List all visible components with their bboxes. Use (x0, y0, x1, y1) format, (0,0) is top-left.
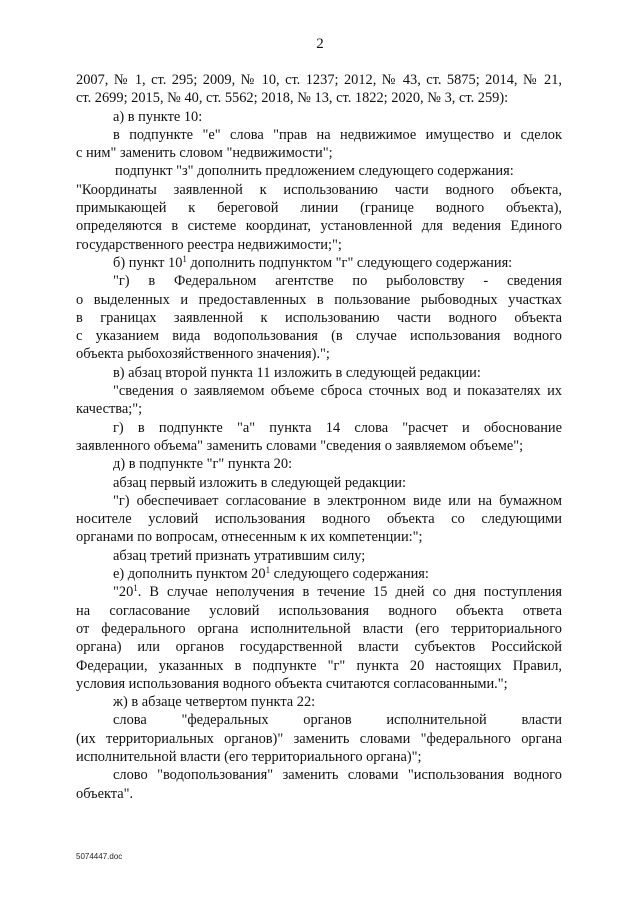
text-line: определяются в системе координат, установленной для ведения Единого (76, 218, 562, 235)
text-line: в подпункте "е" слова "прав на недвижимое имущество и сделок (113, 126, 562, 143)
text-line: с указанием вида водопользования (в случае использования водного (76, 328, 562, 345)
superscript: 1 (265, 565, 271, 576)
text-line: условия использования водного объекта считаются согласованными."; (76, 675, 508, 692)
text-line: с ним" заменить словом "недвижимости"; (76, 145, 333, 162)
text-line: объекта". (76, 785, 134, 802)
text-line: о выделенных и предоставленных в пользование рыбоводных участках (76, 291, 562, 308)
text-line (76, 565, 562, 583)
text-line: объекта рыбохозяйственного значения)."; (76, 346, 330, 363)
text-line: органами по вопросам, отнесенным к их компетенции:"; (76, 529, 423, 546)
text-line: органа) или органов государственной власти субъектов Российской (76, 639, 562, 656)
text-fragment: "20 (113, 584, 134, 601)
text-line: государственного реестра недвижимости;"; (76, 236, 342, 253)
text-line: на согласование условий использования водного объекта ответа (76, 602, 562, 619)
text-line (76, 583, 562, 601)
text-fragment: дополнить подпунктом "г" следующего содержания: (186, 254, 513, 271)
text-line: "сведения о заявляемом объеме сброса сточных вод и показателях их (113, 383, 562, 400)
text-line: подпункт "з" дополнить предложением следующего содержания: (115, 163, 514, 180)
text-line: в) абзац второй пункта 11 изложить в следующей редакции: (113, 364, 481, 381)
text-line: ст. 2699; 2015, № 40, ст. 5562; 2018, № 13, ст. 1822; 2020, № 3, ст. 259): (76, 90, 509, 107)
text-fragment: . В случае неполучения в течение 15 дней со дня поступления (137, 584, 562, 601)
text-line: от федерального органа исполнительной власти (его территориального (76, 620, 562, 637)
text-line: ж) в абзаце четвертом пункта 22: (113, 694, 316, 711)
text-line: примыкающей к береговой линии (границе водного объекта), (76, 200, 562, 217)
text-line: заявленного объема" заменить словами "сведения о заявляемом объеме"; (76, 437, 524, 454)
text-line: абзац третий признать утратившим силу; (113, 547, 366, 564)
superscript: 1 (182, 253, 187, 264)
text-fragment: б) пункт 10 (113, 254, 183, 271)
text-fragment: е) дополнить пунктом 20 (113, 566, 266, 583)
text-line: абзац первый изложить в следующей редакции: (113, 474, 407, 491)
text-line: д) в подпункте "г" пункта 20: (113, 456, 293, 473)
text-line: "г) в Федеральном агентстве по рыболовству - сведения (113, 273, 562, 290)
text-line: Федерации, указанных в подпункте "г" пункта 20 настоящих Правил, (76, 657, 562, 674)
text-line: а) в пункте 10: (113, 108, 203, 125)
text-line: слово "водопользования" заменить словами "использования водного (113, 767, 562, 784)
text-line (76, 254, 562, 272)
text-fragment: следующего содержания: (270, 566, 429, 583)
text-line: слова "федеральных органов исполнительной власти (113, 712, 562, 729)
text-line: в границах заявленной к использованию части водного объекта (76, 309, 562, 326)
text-line: носителе условий использования водного объекта со следующими (76, 511, 562, 528)
text-line: г) в подпункте "а" пункта 14 слова "расчет и обоснование (113, 419, 562, 436)
text-line: (их территориальных органов)" заменить словами "федерального органа (76, 730, 562, 747)
text-line: исполнительной власти (его территориального органа)"; (76, 748, 422, 765)
document-body (76, 71, 562, 803)
text-line: качества;"; (76, 401, 143, 418)
page-number: 2 (316, 36, 324, 52)
footer-filename: 5074447.doc (76, 852, 123, 861)
text-line: "г) обеспечивает согласование в электронном виде или на бумажном (113, 492, 562, 509)
text-line: "Координаты заявленной к использованию части водного объекта, (76, 181, 562, 198)
superscript: 1 (133, 583, 138, 594)
text-line: 2007, № 1, ст. 295; 2009, № 10, ст. 1237; 2012, № 43, ст. 5875; 2014, № 21, (76, 72, 562, 88)
